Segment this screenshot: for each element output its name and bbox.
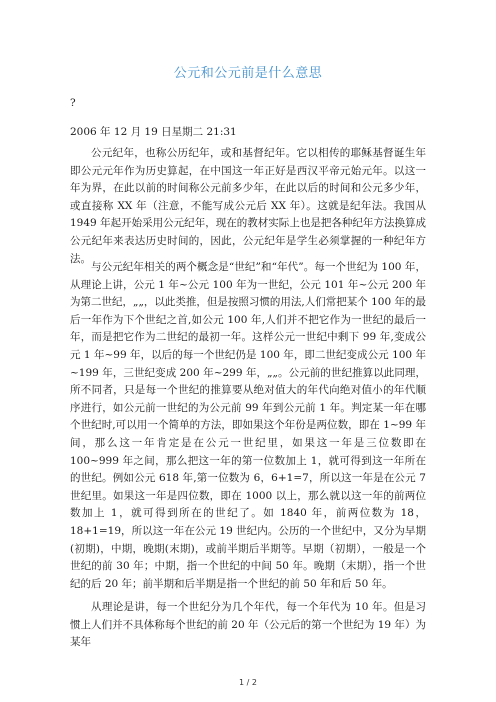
page-number: 1 / 2 [239, 678, 257, 687]
paragraph: 从理论是讲，每一个世纪分为几个年代，每一个年代为 10 年。但是习惯上人们并不具体称每个世纪的前 20 年（公元后的第一个世纪为 19 年）为某年 [70, 601, 426, 649]
paragraph: 公元纪年，也称公历纪年，或和基督纪年。它以相传的耶稣基督诞生年即公元元年作为历史算起，在中国这一年正好是西汉平帝元始元年。以这一年为界，在此以前的时间称公元前多少年，在此以后的时间和公元多少年，或直接称 XX 年（注意，不能写成公元后 XX 年）。这就是纪年法。我国从 1949 年起开始采用公元纪年，现在的教材实际上也是把各种纪年方法换算成公元纪年来表达历史时间的，因此，公元纪年是学生必须掌握的一种纪年方法。 [70, 147, 426, 265]
post-date: 2006 年 12 月 19 日星期二 21:31 [70, 126, 237, 138]
paragraph: 与公元纪年相关的两个概念是“世纪”和“年代”。每一个世纪为 100 年，从理论上讲，公元 1 年~公元 100 年为一世纪，公元 101 年~公元 200 年为第二世纪，„„，以此类推，但是按照习惯的用法,人们常把某个 100 年的最后一年作为下个世纪之首,如公元 100 年,人们并不把它作为一世纪的最后一年，而是把它作为二世纪的最初一年。这样公元一世纪中剩下 99 年,变成公元 1 年~99 年，以后的每一个世纪仍是 100 年，即二世纪变成公元 100 年~199 年，三世纪变成 200 年~299 年，„„。公元前的世纪推算以此同理，所不同者，只是每一个世纪的推算要从绝对值大的年代向绝对值小的年代顺序进行，如公元前一世纪的为公元前 99 年到公元前 1 年。判定某一年在哪个世纪时,可以用一个简单的方法，即如果这个年份是两位数，即在 1~99 年间，那么这一年肯定是在公元一世纪里，如果这一年是三位数即在 100~999 年之间，那么把这一年的第一位数加上 1，就可得到这一年所在的世纪。例如公元 618 年,第一位数为 6，6+1=7，所以这一年是在公元 7 世纪里。如果这一年是四位数，即在 1000 以上，那么就以这一年的前两位数加上 1，就可得到所在的世纪了。如 1840 年，前两位数为 18，18+1=19，所以这一年在公元 19 世纪内。公历的一个世纪中，又分为早期(初期)，中期，晚期(末期)，或前半期后半期等。早期（初期），一般是一个世纪的前 30 年；中期，指一个世纪的中间 50 年。晚期（末期），指一个世纪的后 20 年；前半期和后半期是指一个世纪的前 50 年和后 50 年。 [70, 261, 426, 590]
question-mark: ? [70, 97, 76, 109]
document-title: 公元和公元前是什么意思 [173, 66, 323, 81]
